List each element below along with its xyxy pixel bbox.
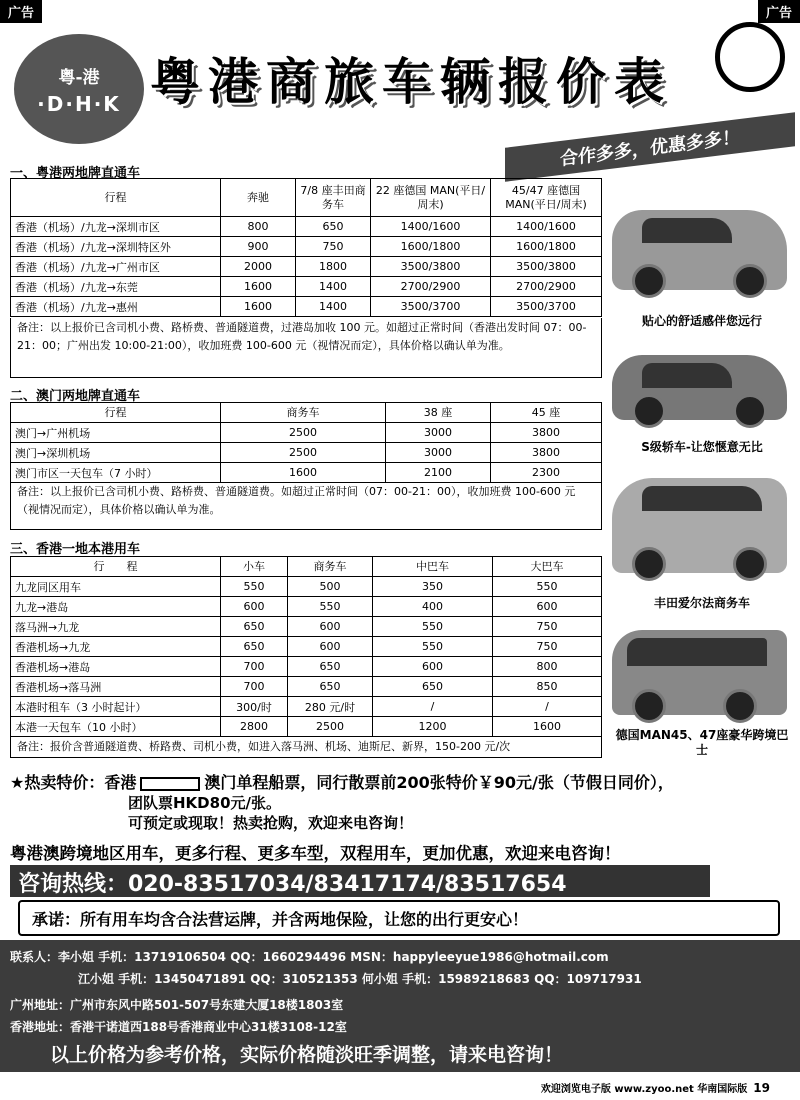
price-cell: 700 <box>221 677 288 697</box>
price-cell: 3800 <box>491 423 602 443</box>
section3-note: 备注：报价含普通隧道费、桥路费、司机小费，如进入落马洲、机场、迪斯尼、新界，150-200 元/次 <box>10 736 602 758</box>
section3-table <box>10 556 602 737</box>
price-cell: 2300 <box>491 463 602 483</box>
bus-caption: 德国MAN45、47座豪华跨境巴士 <box>615 728 789 757</box>
contact-line-2[interactable]: 江小姐 手机：13450471891 QQ：310521353 何小姐 手机：15989218683 QQ：109717931 <box>78 972 642 986</box>
route-cell: 澳门→广州机场 <box>11 423 221 443</box>
price-cell: 2000 <box>221 257 296 277</box>
car-photo-sedan <box>612 210 787 290</box>
car-caption: S级轿车-让您惬意无比 <box>641 440 763 454</box>
price-cell: 2100 <box>386 463 491 483</box>
route-cell: 本港时租车（3 小时起计） <box>11 697 221 717</box>
table-row <box>11 463 602 483</box>
promo-label: ★热卖特价：香港 <box>10 773 137 792</box>
price-cell: 800 <box>493 657 602 677</box>
price-cell: / <box>493 697 602 717</box>
section2-note: 备注：以上报价已含司机小费、路桥费、普通隧道费。如超过正常时间（07：00-21：00），收加班费 100-600 元（视情况而定），具体价格以确认单为准。 <box>10 482 602 530</box>
car-window <box>642 363 732 388</box>
car-wheel <box>733 394 767 428</box>
logo-text-top: 粤-港 <box>58 67 100 88</box>
slogan-text: 合作多多，优惠多多！ <box>560 126 740 171</box>
price-cell: 750 <box>493 617 602 637</box>
price-cell: 650 <box>221 617 288 637</box>
route-cell: 香港（机场）/九龙→广州市区 <box>11 257 221 277</box>
price-cell: 1600 <box>221 277 296 297</box>
col-header: 大巴车 <box>493 557 602 577</box>
section2-title: 二、澳门两地牌直通车 <box>10 389 141 404</box>
col-header: 行程 <box>11 403 221 423</box>
promise-banner: 承诺：所有用车均含合法营运牌，并含两地保险，让您的出行更安心！ <box>18 900 780 936</box>
car-wheel <box>632 547 666 581</box>
route-cell: 澳门→深圳机场 <box>11 443 221 463</box>
price-cell: 600 <box>373 657 493 677</box>
table-row <box>11 297 602 317</box>
price-cell: 600 <box>493 597 602 617</box>
price-cell: 3800 <box>491 443 602 463</box>
ad-tag-left: 广告 <box>0 0 42 23</box>
ad-tag-right: 广告 <box>758 0 800 23</box>
col-header: 45 座 <box>491 403 602 423</box>
price-cell: 550 <box>373 617 493 637</box>
price-cell: 600 <box>221 597 288 617</box>
price-cell: 3500/3800 <box>371 257 491 277</box>
route-cell: 九龙→港岛 <box>11 597 221 617</box>
car-caption: 丰田爱尔法商务车 <box>653 596 750 610</box>
price-cell: 1600 <box>493 717 602 737</box>
col-header: 7/8 座丰田商务车 <box>296 179 371 217</box>
car-wheel <box>632 264 666 298</box>
price-cell: 3500/3700 <box>491 297 602 317</box>
section1-note: 备注：以上报价已含司机小费、路桥费、普通隧道费，过港岛加收 100 元。如超过正常时间（香港出发时间 07：00-21：00；广州出发 10:00-21:00），收加班费 100-600 元（视情况而定），具体价格以确认单为准。 <box>10 318 602 378</box>
col-header: 中巴车 <box>373 557 493 577</box>
price-cell: 650 <box>296 217 371 237</box>
price-cell: 1600 <box>221 297 296 317</box>
table-row <box>11 277 602 297</box>
col-header: 38 座 <box>386 403 491 423</box>
table-row <box>11 443 602 463</box>
promo-text: 澳门单程船票，同行散票前200张特价￥90元/张（节假日同价）， <box>204 773 674 792</box>
price-cell: 2500 <box>221 443 386 463</box>
price-cell: 650 <box>221 637 288 657</box>
table-row <box>11 697 602 717</box>
price-cell: 550 <box>221 577 288 597</box>
col-header: 商务车 <box>221 403 386 423</box>
price-cell: 1400 <box>296 297 371 317</box>
price-cell: 700 <box>221 657 288 677</box>
price-cell: 2500 <box>221 423 386 443</box>
price-cell: 300/时 <box>221 697 288 717</box>
promo-line1 <box>10 770 674 793</box>
col-header: 小车 <box>221 557 288 577</box>
price-cell: 650 <box>288 677 373 697</box>
price-cell: 1400 <box>296 277 371 297</box>
page-number: 19 <box>753 1081 770 1095</box>
col-header: 商务车 <box>288 557 373 577</box>
price-cell: 2800 <box>221 717 288 737</box>
route-cell: 香港（机场）/九龙→深圳特区外 <box>11 237 221 257</box>
price-cell: 400 <box>373 597 493 617</box>
table-row <box>11 577 602 597</box>
col-header: 行程 <box>11 179 221 217</box>
car-wheel <box>632 394 666 428</box>
route-cell: 澳门市区一天包车（7 小时） <box>11 463 221 483</box>
hotline-bar <box>10 865 710 897</box>
guangzhou-address: 广州地址：广州市东风中路501-507号东建大厦18楼1803室 <box>10 998 344 1012</box>
table-row <box>11 637 602 657</box>
price-cell: 1600 <box>221 463 386 483</box>
price-cell: 650 <box>288 657 373 677</box>
route-cell: 香港机场→港岛 <box>11 657 221 677</box>
price-cell: 2700/2900 <box>491 277 602 297</box>
page-title: 粤港商旅车辆报价表 <box>150 52 672 111</box>
car-photo-van <box>612 478 787 573</box>
route-cell: 香港机场→九龙 <box>11 637 221 657</box>
price-cell: 750 <box>296 237 371 257</box>
car-wheel <box>733 264 767 298</box>
section1-table <box>10 178 602 317</box>
route-cell: 香港机场→落马洲 <box>11 677 221 697</box>
slogan-banner <box>505 112 795 182</box>
promo-line2: 团队票HKD80元/张。 <box>128 794 281 812</box>
table-row <box>11 677 602 697</box>
section3-title: 三、香港一地本港用车 <box>10 542 141 557</box>
table-row <box>11 423 602 443</box>
price-cell: 750 <box>493 637 602 657</box>
price-cell: 600 <box>288 637 373 657</box>
footer-text: 欢迎浏览电子版 www.zyoo.net 华南国际版 <box>540 1084 748 1095</box>
car-caption: 贴心的舒适感伴您远行 <box>641 314 762 328</box>
price-cell: 550 <box>288 597 373 617</box>
table-row <box>11 617 602 637</box>
contact-line-1[interactable]: 联系人：李小姐 手机：13719106504 QQ：1660294496 MSN：happyleeyue1986@hotmail.com <box>10 950 609 964</box>
contact-panel <box>0 940 800 1072</box>
price-cell: 1600/1800 <box>491 237 602 257</box>
col-header: 行 程 <box>11 557 221 577</box>
price-cell: 500 <box>288 577 373 597</box>
route-cell: 香港（机场）/九龙→深圳市区 <box>11 217 221 237</box>
logo-text-bottom: ·D·H·K <box>37 91 121 116</box>
price-cell: 900 <box>221 237 296 257</box>
price-cell: 2500 <box>288 717 373 737</box>
page-footer <box>541 1080 770 1095</box>
col-header: 45/47 座德国 MAN(平日/周末) <box>491 179 602 217</box>
price-cell: 550 <box>493 577 602 597</box>
price-cell: 1200 <box>373 717 493 737</box>
route-cell: 落马洲→九龙 <box>11 617 221 637</box>
company-logo <box>14 34 144 144</box>
hotline-text[interactable]: 咨询热线：020-83517034/83417174/83517654 <box>18 872 567 897</box>
price-cell: 350 <box>373 577 493 597</box>
route-cell: 九龙同区用车 <box>11 577 221 597</box>
car-window <box>642 486 762 511</box>
table-row <box>11 597 602 617</box>
price-cell: 550 <box>373 637 493 657</box>
table-row <box>11 717 602 737</box>
price-cell: 800 <box>221 217 296 237</box>
price-cell: 1400/1600 <box>371 217 491 237</box>
bus-photo <box>612 630 787 715</box>
price-cell: 1600/1800 <box>371 237 491 257</box>
promo-line3: 可预定或现取！热卖抢购，欢迎来电咨询！ <box>128 814 414 832</box>
route-cell: 本港一天包车（10 小时） <box>11 717 221 737</box>
table-row <box>11 237 602 257</box>
table-row <box>11 257 602 277</box>
col-header: 奔驰 <box>221 179 296 217</box>
price-cell: 280 元/时 <box>288 697 373 717</box>
price-cell: 850 <box>493 677 602 697</box>
car-window <box>642 218 732 243</box>
car-wheel <box>733 547 767 581</box>
bus-wheel <box>723 689 757 723</box>
price-cell: 1400/1600 <box>491 217 602 237</box>
route-cell: 香港（机场）/九龙→东莞 <box>11 277 221 297</box>
route-cell: 香港（机场）/九龙→惠州 <box>11 297 221 317</box>
col-header: 22 座德国 MAN(平日/周末) <box>371 179 491 217</box>
bus-window <box>627 638 767 666</box>
price-cell: 600 <box>288 617 373 637</box>
car-photo-s-class <box>612 355 787 420</box>
section1-title: 一、粤港两地牌直通车 <box>10 166 141 181</box>
section2-table <box>10 402 602 483</box>
hongkong-address: 香港地址：香港干诺道西188号香港商业中心31楼3108-12室 <box>10 1020 347 1034</box>
price-cell: 3000 <box>386 423 491 443</box>
price-cell: 2700/2900 <box>371 277 491 297</box>
price-cell: / <box>373 697 493 717</box>
cross-border-banner: 粤港澳跨境地区用车，更多行程、更多车型，双程用车，更加优惠，欢迎来电咨询！ <box>10 844 621 863</box>
double-arrow-icon <box>140 777 200 791</box>
final-notice: 以上价格为参考价格，实际价格随淡旺季调整，请来电咨询！ <box>50 1044 564 1066</box>
table-row <box>11 217 602 237</box>
price-cell: 3500/3800 <box>491 257 602 277</box>
price-cell: 1800 <box>296 257 371 277</box>
price-cell: 3000 <box>386 443 491 463</box>
price-cell: 3500/3700 <box>371 297 491 317</box>
table-row <box>11 657 602 677</box>
bus-wheel <box>632 689 666 723</box>
price-cell: 650 <box>373 677 493 697</box>
